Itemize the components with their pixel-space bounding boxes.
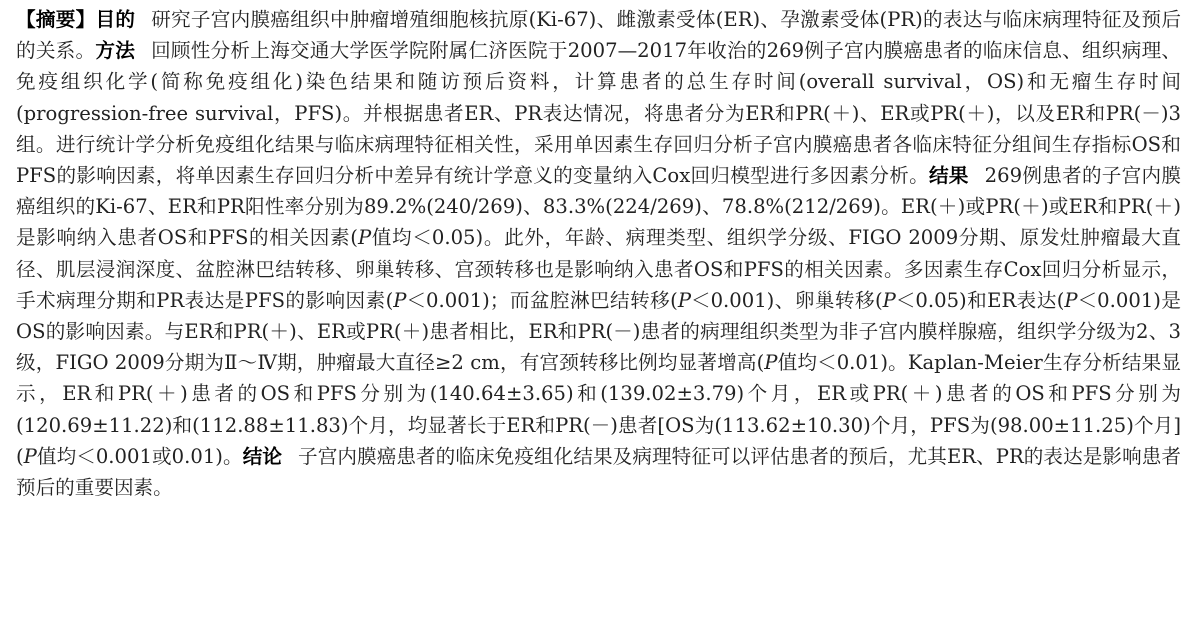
conclusion-text: 子宫内膜癌患者的临床免疫组化结果及病理特征可以评估患者的预后，尤其ER、PR的表达是影响患者预后的重要因素。 [16,444,1182,500]
results-text-3: ＜0.001)；而盆腔淋巴结转移( [406,288,678,312]
p-value-symbol: P [357,226,372,250]
methods-heading: 方法 [95,39,136,63]
abstract-label: 【摘要】 [16,8,96,31]
results-text-7: 值均＜0.01)。Kaplan-Meier生存分析结果显示，ER和PR(＋)患者的OS和PFS分别为(140.64±3.65)和(139.02±3.79)个月，ER或PR(＋)患者的OS和PFS分别为(120.69±11.22)和(112.88±11.83)个月，均显著长于ER和PR(－)患者[OS为(113.62±10.30)个月，PFS为(98.00±11.25)个月]( [16,351,1181,468]
objective-heading: 目的 [95,8,136,31]
objective-text: 研究子宫内膜癌组织中肿瘤增殖细胞核抗原(Ki-67)、雌激素受体(ER)、孕激素受体(PR)的表达与临床病理特征及预后的关系。 [16,8,1181,63]
results-text-4: ＜0.001)、卵巢转移( [691,288,883,312]
conclusion-heading: 结论 [242,444,283,468]
results-text-8: 值均＜0.001或0.01)。 [36,444,243,468]
results-text-1: 269例患者的子宫内膜癌组织的Ki-67、ER和PR阳性率分别为89.2%(240/269)、83.3%(224/269)、78.8%(212/269)。ER(＋)或PR(＋)或ER和PR(＋)是影响纳入患者OS和PFS的相关因素( [16,164,1181,250]
results-text-2: 值均＜0.05)。此外，年龄、病理类型、组织学分级、FIGO 2009分期、原发灶肿瘤最大直径、肌层浸润深度、盆腔淋巴结转移、卵巢转移、宫颈转移也是影响纳入患者OS和PFS的相关因素。多因素生存Cox回归分析显示，手术病理分期和PR表达是PFS的影响因素( [16,226,1181,312]
p-value-symbol: P [23,444,37,468]
results-heading: 结果 [928,164,969,188]
p-value-symbol: P [1064,288,1078,312]
results-text-6: ＜0.001)是OS的影响因素。与ER和PR(＋)、ER或PR(＋)患者相比，ER和PR(－)患者的病理组织类型为非子宫内膜样腺癌，组织学分级为2、3级，FIGO 2009分期为Ⅱ～Ⅳ期，肿瘤最大直径≥2 cm，有宫颈转移比例均显著增高( [16,288,1181,375]
p-value-symbol: P [764,351,778,375]
p-value-symbol: P [393,288,407,312]
p-value-symbol: P [882,288,896,312]
p-value-symbol: P [677,288,691,312]
methods-text: 回顾性分析上海交通大学医学院附属仁济医院于2007—2017年收治的269例子宫内膜癌患者的临床信息、组织病理、免疫组织化学(简称免疫组化)染色结果和随访预后资料，计算患者的总生存时间(overall survival，OS)和无瘤生存时间(progression-free survival，PFS)。并根据患者ER、PR表达情况，将患者分为ER和PR(＋)、ER或PR(＋)，以及ER和PR(－)3组。进行统计学分析免疫组化结果与临床病理特征相关性，采用单因素生存回归分析子宫内膜癌患者各临床特征分组间生存指标OS和PFS的影响因素，将单因素生存回归分析中差异有统计学意义的变量纳入Cox回归模型进行多因素分析。 [16,39,1182,188]
results-text-5: ＜0.05)和ER表达( [895,288,1065,312]
